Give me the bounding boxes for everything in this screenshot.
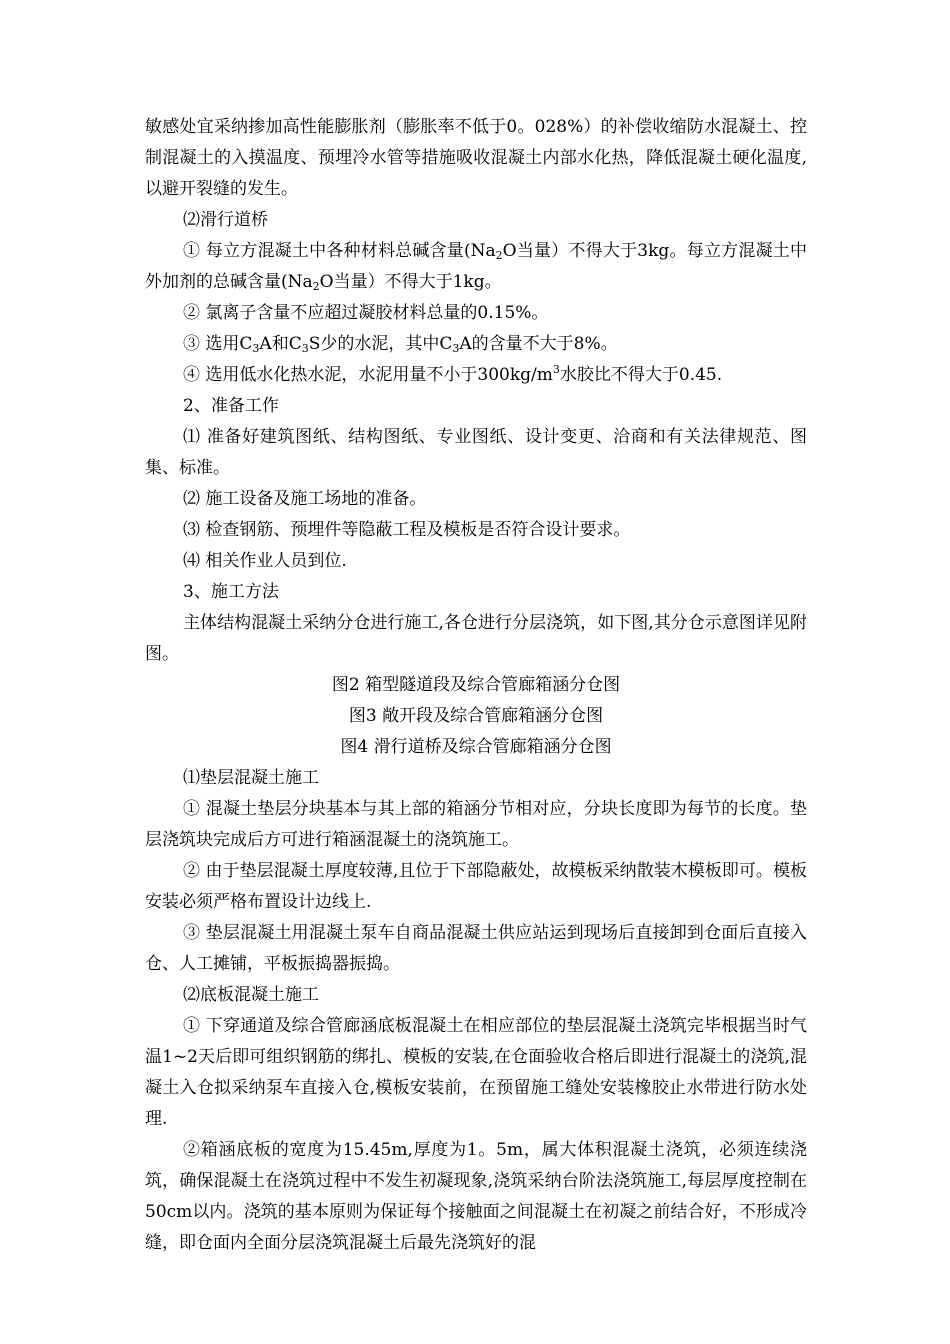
paragraph-equipment: ⑵ 施工设备及施工场地的准备。: [183, 489, 427, 509]
paragraph-expansion-agent: 敏感处宜采纳掺加高性能膨胀剂（膨胀率不低于0。028%）的补偿收缩防水混凝土、控制混凝土的入摸温度、预埋冷水管等措施吸收混凝土内部水化热，降低混凝土硬化温度,以避开裂缝的发生。: [145, 117, 807, 199]
paragraph-chloride: ② 氯离子含量不应超过凝胶材料总量的0.15%。: [183, 303, 549, 323]
document-page: [145, 112, 807, 1259]
heading-taxiway-bridge: ⑵滑行道桥: [183, 210, 268, 230]
figure-caption-3: 图3 敞开段及综合管廊箱涵分仓图: [348, 706, 604, 726]
paragraph-box-culvert-slab: ②箱涵底板的宽度为15.45m,厚度为1。5m，属大体积混凝土浇筑，必须连续浇筑，确保混凝土在浇筑过程中不发生初凝现象,浇筑采纳台阶法浇筑施工,每层厚度控制在50cm以内。浇筑的基本原则为保证每个接触面之间混凝土在初凝之前结合好，不形成冷缝，即仓面内全面分层浇筑混凝土后最先浇筑好的混: [145, 1140, 807, 1253]
heading-floor-slab: ⑵底板混凝土施工: [183, 985, 319, 1005]
paragraph-drawings: ⑴ 准备好建筑图纸、结构图纸、专业图纸、设计变更、洽商和有关法律规范、图集、标准。: [145, 427, 807, 478]
paragraph-cushion-pumping: ③ 垫层混凝土用混凝土泵车自商品混凝土供应站运到现场后直接卸到仓面后直接入仓、人工摊铺，平板振捣器振捣。: [145, 923, 807, 974]
paragraph-cement-type: ③ 选用$C_3A$和$C_3S$少的水泥，其中$C_3A$的含量不大于8%。: [183, 334, 618, 355]
heading-construction-method: 3、施工方法: [183, 582, 279, 602]
paragraph-floor-slab-pouring: ① 下穿通道及综合管廊涵底板混凝土在相应部位的垫层混凝土浇筑完毕根据当时气温1~2天后即可组织钢筋的绑扎、模板的安装,在仓面验收合格后即进行混凝土的浇筑,混凝土入仓拟采纳泵车直接入仓,模板安装前，在预留施工缝处安装橡胶止水带进行防水处理.: [145, 1016, 807, 1129]
figure-caption-4: 图4 滑行道桥及综合管廊箱涵分仓图: [340, 737, 612, 757]
paragraph-inspection: ⑶ 检查钢筋、预埋件等隐蔽工程及模板是否符合设计要求。: [183, 520, 631, 540]
paragraph-alkali-content: ① 每立方混凝土中各种材料总碱含量($Na_2O$当量）不得大于3kg。每立方混凝土中外加剂的总碱含量($Na_2O$当量）不得大于1kg。: [145, 241, 808, 293]
heading-cushion-concrete: ⑴垫层混凝土施工: [183, 768, 319, 788]
heading-preparation: 2、准备工作: [183, 396, 279, 416]
paragraph-cushion-formwork: ② 由于垫层混凝土厚度较薄,且位于下部隐蔽处，故模板采纳散装木模板即可。模板安装必须严格布置设计边线上.: [145, 861, 807, 912]
paragraph-cushion-blocks: ① 混凝土垫层分块基本与其上部的箱涵分节相对应，分块长度即为每节的长度。垫层浇筑块完成后方可进行箱涵混凝土的浇筑施工。: [145, 799, 807, 850]
paragraph-low-heat-cement: ④ 选用低水化热水泥，水泥用量不小于$300kg/m^3$水胶比不得大于0.45.: [183, 363, 723, 385]
paragraph-main-structure: 主体结构混凝土采纳分仓进行施工,各仓进行分层浇筑，如下图,其分仓示意图详见附图。: [145, 613, 807, 664]
paragraph-personnel: ⑷ 相关作业人员到位.: [183, 551, 347, 571]
figure-caption-2: 图2 箱型隧道段及综合管廊箱涵分仓图: [331, 675, 621, 695]
